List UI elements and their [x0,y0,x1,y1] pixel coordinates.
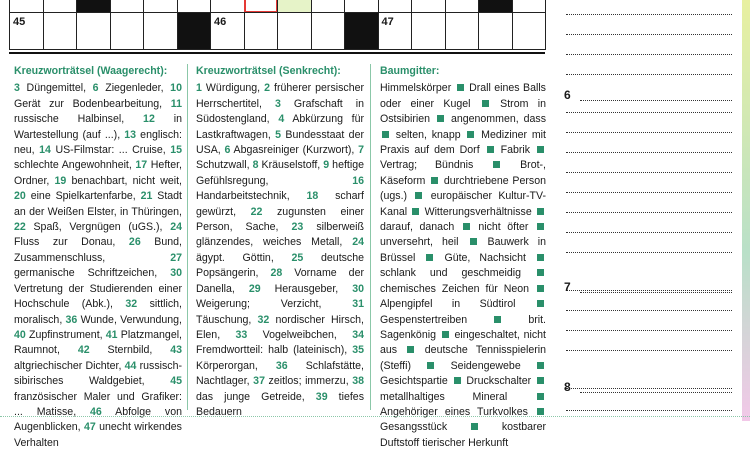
clue-text: Fluss zur Donau, [14,236,116,249]
clue-text: US-Filmstar: ... Cruise, [55,144,166,157]
clue-number: 22 [250,205,263,218]
clue-text: sittlich, moralisch, [14,298,182,326]
baumgitter-clue: selten, knapp [395,128,461,141]
clue-number: 19 [54,174,67,187]
clue-number: 24 [170,221,182,234]
heading-waagerecht: Kreuzworträtsel (Waagerecht): [14,65,168,77]
baumgitter-clue: Himmelskörper [380,82,452,95]
heading-baumgitter: Baumgitter: [380,65,440,77]
grid-cell [177,12,212,50]
separator-square [537,393,544,400]
clue-number: 34 [352,328,364,341]
clue-number: 33 [235,328,248,341]
separator-square [442,331,449,338]
grid-number: 46 [214,16,227,28]
clue-text: Kräuselstoff, [261,159,321,172]
clue-text: Vertretung der Studierenden einer Hochschule (Abk.), [14,282,182,311]
grid-cell [411,12,446,50]
clue-text: Weigerung; Verzicht, [196,298,322,311]
separator-square [407,346,414,353]
baumgitter-clue: Strom in Ostsibirien [380,97,546,126]
clue-number: 36 [65,313,78,326]
baumgitter-clue: Vertrag; Bündnis [380,159,474,172]
separator-square [431,177,438,184]
answer-number: 7 [564,280,571,294]
baumgitter-clue: schlank und geschmeidig [380,267,522,280]
baumgitter-clue: Bauwerk in Brüssel [380,236,546,264]
separator-square [437,115,444,122]
clue-number: 25 [291,251,304,264]
clue-text: Bundesstaat der USA, [196,128,364,157]
separator-square [482,100,489,107]
clue-number: 7 [358,144,365,157]
separator-square [537,377,544,384]
bottom-rule [0,416,750,417]
separator-square [463,223,470,230]
clue-number: 45 [170,375,182,388]
answer-lines [560,0,738,421]
clue-text: Abgasreiniger (Kurzwort), [233,144,355,157]
page-edge-decoration [742,0,750,421]
clue-number: 31 [352,298,364,311]
clue-text: Täuschung, [196,313,252,326]
separator-square [382,131,389,138]
baumgitter-clue: brit. Sagenkönig [380,313,546,341]
answer-number: 8 [564,380,571,394]
answer-line[interactable] [580,392,732,393]
grid-number: 45 [13,16,26,28]
clue-number: 32 [257,313,270,326]
baumgitter-clue: deutsche Tennisspielerin (Steffi) [380,344,546,372]
answer-line[interactable] [566,192,732,193]
clue-text: altgriechischer Dichter, [14,359,122,372]
clue-number: 11 [170,97,182,110]
grid-cell [43,12,78,50]
clue-text: Fremdwortteil: halb (lateinisch), [196,344,348,357]
baumgitter-clue: Witterungsverhältnisse [424,205,532,218]
baumgitter-clue: Fabrik [500,144,531,157]
clue-text: Düngemittel, [26,82,87,95]
clue-number: 8 [252,159,259,172]
grid-cell [9,12,44,50]
clue-text: russisch-sibirisches Waldgebiet, [14,359,182,388]
baumgitter-clue: Gesangsstück [380,421,448,434]
baumgitter-clue: darauf, danach [380,221,455,234]
baumgitter-clue: kostbarer Duftstoff tierischer Herkunft [380,421,546,449]
separator-square [415,192,422,199]
separator-square [454,377,461,384]
column-divider [187,64,188,410]
clue-text: russische Halbinsel, [14,113,125,126]
clues-baumgitter-text [380,81,546,451]
grid-cell [478,12,513,50]
separator-square [537,408,544,415]
clue-number: 9 [323,159,330,172]
clue-number: 23 [291,221,304,234]
clue-text: Wunde, Verwundung, [80,313,182,326]
baumgitter-clue: eingeschaltet, nicht aus [380,328,547,357]
clue-number: 44 [124,359,137,372]
separator-square [537,269,544,276]
grid-cell [311,12,346,50]
clue-text: französischer Maler und Grafiker: ... Matisse, [14,390,182,418]
clue-number: 35 [352,344,364,357]
baumgitter-clue: durchtriebene Person (ugs.) [380,174,546,203]
clue-number: 43 [170,344,183,357]
clue-text: ägypt. Göttin, [196,251,274,264]
grid-cell [378,12,413,50]
separator-square [537,362,544,369]
answer-line[interactable] [580,100,732,101]
clue-number: 20 [14,190,26,203]
clue-text: Ziegenleder, [105,82,164,95]
answer-line[interactable] [566,330,732,331]
answer-line[interactable] [566,74,732,75]
answer-line[interactable] [566,212,732,213]
clue-text: zugunsten einer Person, Sache, [196,205,365,234]
clue-text: Handarbeitstechnik, [196,190,290,203]
clue-text: deutsche Popsängerin, [196,251,365,280]
baumgitter-clue: chemisches Zeichen für Neon [380,282,530,295]
baumgitter-clue: Güte, Nachsicht [444,251,526,264]
separator-square [493,161,500,168]
answer-line[interactable] [566,172,732,173]
clue-number: 6 [92,82,99,95]
grid-cell [76,12,111,50]
clue-text: scharf gewürzt, [196,190,364,218]
clue-text: Zupfinstrument, [28,328,103,341]
clue-text: Abfolge von Augenblicken, [14,405,183,434]
clue-number: 30 [170,267,182,280]
baumgitter-clue: unversehrt, heil [380,236,459,249]
clue-number: 37 [253,375,265,388]
grid-cell [110,12,145,50]
clue-number: 40 [14,328,26,341]
separator-square [470,238,477,245]
clue-text: tiefes Bedauern [196,390,364,418]
clue-number: 29 [248,282,261,295]
separator-square [427,362,434,369]
clue-number: 39 [315,390,328,403]
clue-text: Gerät zur Bodenbearbeitung, [14,97,163,110]
baumgitter-clue: Angehöriger eines Turkvolkes [380,405,528,418]
separator-square [467,131,474,138]
baumgitter-clue: Mediziner mit Praxis auf dem Dorf [380,128,546,157]
clue-number: 14 [39,144,51,157]
baumgitter-clue: europäischer Kultur-TV-Kanal [380,190,546,218]
grid-cell [344,12,379,50]
baumgitter-clue: nicht öfter [478,221,529,234]
baumgitter-clue: Alpengipfel in Südtirol [380,298,516,311]
separator-square [537,208,544,215]
clue-text: zeitlos; immerzu, [268,375,349,388]
answer-line[interactable] [566,34,732,35]
separator-square [412,208,419,215]
baumgitter-clue: Seidengewebe [450,359,521,372]
baumgitter-clue: angenommen, dass [450,113,546,126]
clues-senkrecht [196,64,364,420]
clue-number: 28 [270,267,283,280]
answer-line[interactable] [566,350,732,351]
crossword-grid [9,0,545,54]
clue-text: Hefter, Ordner, [14,159,182,187]
grid-cell [445,12,480,50]
clue-text: Würdigung, [205,82,261,95]
clue-number: 3 [14,82,20,95]
clue-text: Platzmangel, Raumnot, [14,328,183,357]
separator-square [426,254,433,261]
clue-text: Sternbild, [107,344,153,357]
answer-line[interactable] [580,292,732,293]
separator-square [457,84,464,91]
clue-text: Körperorgan, [196,359,258,372]
answer-line[interactable] [566,410,732,411]
clue-number: 27 [170,251,182,264]
answer-line[interactable] [566,290,732,291]
clue-text: Grafschaft in Südostengland, [196,97,364,126]
clue-text: Herausgeber, [274,282,339,295]
clue-text: früherer persischer Herrschertitel, [196,82,365,110]
baumgitter-clue: Brot-, Käseform [380,159,546,187]
clue-number: 1 [196,82,202,95]
clue-number: 3 [274,97,281,110]
separator-square [537,285,544,292]
clue-text: benachbart, nicht weit, [71,174,182,187]
clue-text: Bund, Zusammenschluss, [14,236,182,264]
clue-number: 32 [125,298,138,311]
answer-line[interactable] [566,152,732,153]
answer-line[interactable] [566,252,732,253]
baumgitter-clue: Gesichtspartie [380,375,448,388]
clue-number: 24 [352,236,364,249]
answer-line[interactable] [566,310,732,311]
separator-square [537,146,544,153]
clue-number: 41 [105,328,118,341]
grid-cell [210,12,245,50]
grid-cell [143,12,178,50]
baumgitter-clue: Drall eines Balls oder einer Kugel [380,82,546,110]
clue-number: 30 [352,282,364,295]
clue-number: 22 [14,221,26,234]
answer-number: 6 [564,88,571,102]
separator-square [487,146,494,153]
clue-text: in Wartestellung (auf ...), [14,113,182,141]
clue-number: 46 [90,405,102,418]
grid-cell [277,12,312,50]
clue-text: das junge Getreide, [196,390,305,403]
grid-cell [512,12,547,50]
clue-number: 6 [224,144,231,157]
separator-square [537,223,544,230]
answer-line[interactable] [566,14,732,15]
clue-text: Abkürzung für Lastkraftwagen, [196,113,365,141]
clues-waagerecht [14,64,182,451]
column-divider [370,64,371,410]
clue-number: 18 [306,190,319,203]
answer-line[interactable] [566,388,732,389]
separator-square [494,316,501,323]
clue-number: 13 [124,128,137,141]
clue-number: 26 [128,236,141,249]
clue-number: 17 [135,159,148,172]
baumgitter-clue: Druckschalter [466,375,532,388]
clue-number: 38 [352,375,365,388]
clue-number: 42 [77,344,90,357]
clue-number: 36 [275,359,288,372]
separator-square [537,254,544,261]
clue-number: 47 [83,421,96,434]
clue-number: 2 [264,82,271,95]
baumgitter-clue: Gespenstertreiben [380,313,468,326]
clue-number: 10 [170,82,182,95]
clue-text: Vorname der Danella, [196,267,364,295]
baumgitter-clue: metallhaltiges Mineral [380,390,508,403]
clue-number: 15 [170,144,183,157]
clue-text: Schutzwall, [196,159,250,172]
clue-text: Stadt an der Weißen Elster, in Thüringen, [14,190,183,218]
heading-senkrecht: Kreuzworträtsel (Senkrecht): [196,65,341,77]
clue-text: germanische Schriftzeichen, [14,267,158,280]
clue-text: eine Spielkartenfarbe, [30,190,136,203]
answer-line[interactable] [566,232,732,233]
clue-number: 5 [275,128,282,141]
clue-number: 16 [352,174,364,187]
clue-number: 21 [140,190,153,203]
clues-baumgitter [380,64,546,451]
clue-number: 4 [278,113,285,126]
grid-cell [244,12,279,50]
clue-text: Vogelweibchen, [262,328,337,341]
answer-line[interactable] [566,112,732,113]
clue-text: Schlafstätte, Nachtlager, [196,359,364,388]
clue-text: silberweiß glänzendes, weiches Metall, [196,221,365,249]
answer-line[interactable] [566,132,732,133]
grid-number: 47 [381,16,394,28]
separator-square [537,300,544,307]
clue-text: nordischer Hirsch, Elen, [196,313,364,341]
clues-waagerecht-text [14,81,182,451]
clue-text: englisch: neu, [14,128,182,157]
clue-number: 12 [143,113,155,126]
separator-square [471,423,478,430]
answer-line[interactable] [566,54,732,55]
clue-text: unecht wirkendes Verhalten [14,421,182,449]
clue-text: heftige Gefühlsregung, [196,159,364,187]
clue-text: schlechte Angewohnheit, [14,159,132,172]
clue-text: Spaß, Vergnügen (uGS.), [33,221,163,234]
clues-senkrecht-text [196,81,364,420]
